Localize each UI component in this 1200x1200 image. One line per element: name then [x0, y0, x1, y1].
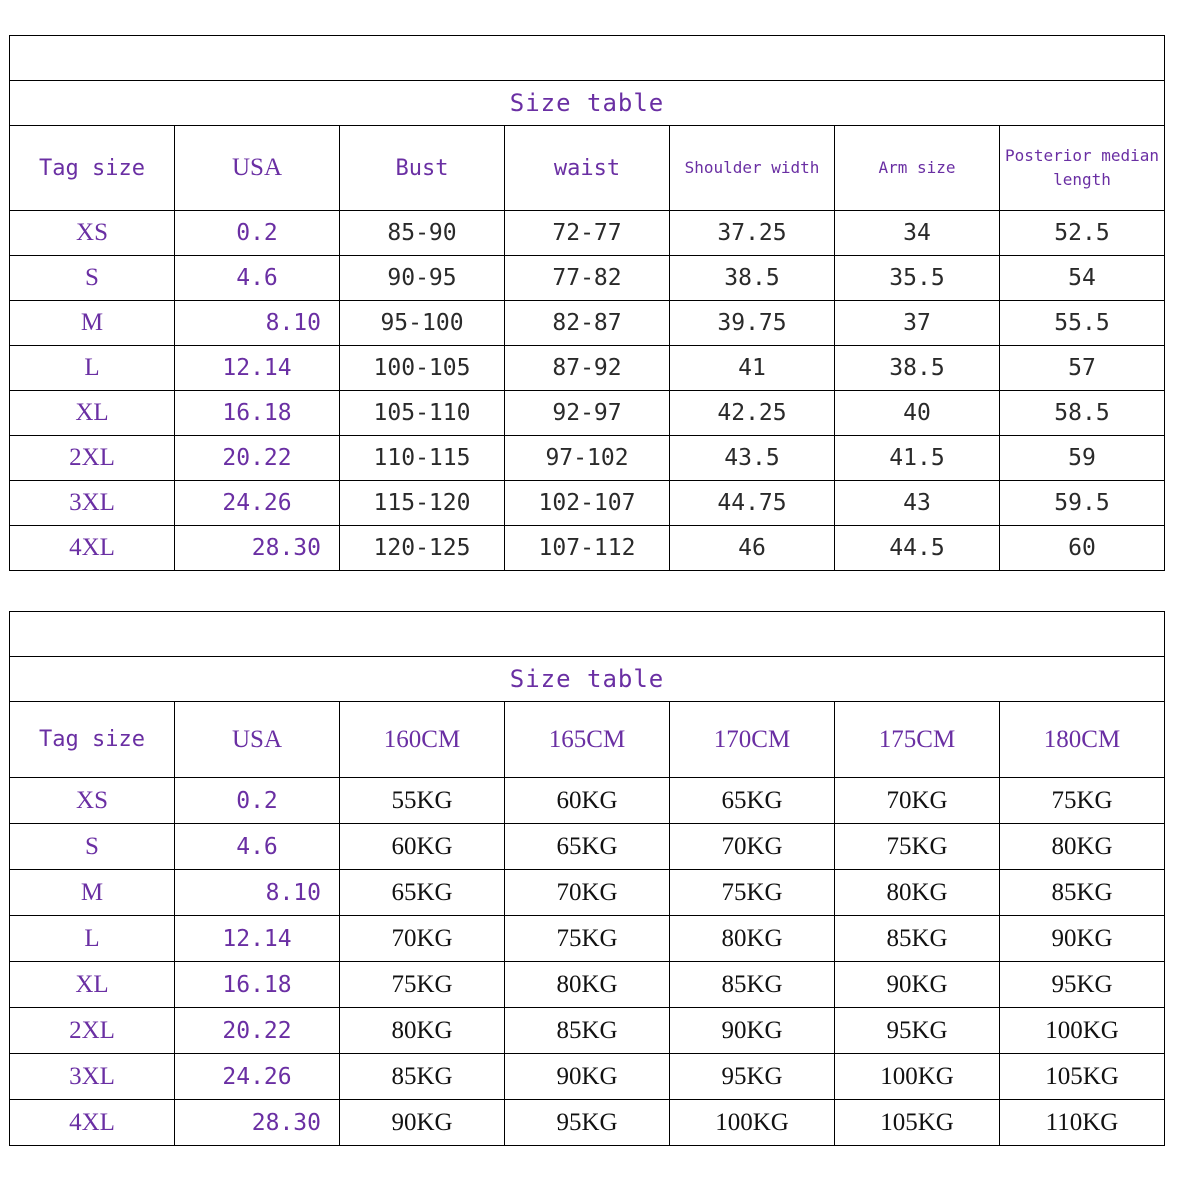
- table-row: [10, 1100, 1165, 1146]
- arm-cell: 43: [835, 481, 1000, 526]
- table-header-row: [10, 126, 1165, 211]
- tag-size-cell: M: [10, 301, 175, 346]
- waist-cell: 102-107: [505, 481, 670, 526]
- header-165cm: 165CM: [505, 702, 670, 778]
- header-175cm: 175CM: [835, 702, 1000, 778]
- waist-cell: 72-77: [505, 211, 670, 256]
- tag-size-cell: L: [10, 916, 175, 962]
- table-row: [10, 256, 1165, 301]
- weight-cell: 100KG: [1000, 1008, 1165, 1054]
- weight-cell: 110KG: [1000, 1100, 1165, 1146]
- weight-cell: 80KG: [505, 962, 670, 1008]
- table-row: [10, 1008, 1165, 1054]
- table-title: Size table: [10, 657, 1165, 702]
- weight-cell: 80KG: [1000, 824, 1165, 870]
- table-row: [10, 526, 1165, 571]
- header-waist: waist: [505, 126, 670, 211]
- table-blank-row: [10, 36, 1165, 81]
- weight-cell: 105KG: [1000, 1054, 1165, 1100]
- waist-cell: 77-82: [505, 256, 670, 301]
- table-row: [10, 481, 1165, 526]
- tag-size-cell: XL: [10, 391, 175, 436]
- waist-cell: 107-112: [505, 526, 670, 571]
- weight-cell: 95KG: [670, 1054, 835, 1100]
- weight-cell: 75KG: [505, 916, 670, 962]
- weight-cell: 60KG: [505, 778, 670, 824]
- shoulder-cell: 42.25: [670, 391, 835, 436]
- table-row: [10, 916, 1165, 962]
- weight-cell: 65KG: [505, 824, 670, 870]
- tag-size-cell: S: [10, 824, 175, 870]
- waist-cell: 92-97: [505, 391, 670, 436]
- tag-size-cell: 2XL: [10, 1008, 175, 1054]
- usa-cell: 24.26: [175, 1054, 340, 1100]
- bust-cell: 95-100: [340, 301, 505, 346]
- bust-cell: 105-110: [340, 391, 505, 436]
- weight-cell: 65KG: [340, 870, 505, 916]
- size-table-measurements: [9, 35, 1165, 571]
- shoulder-cell: 41: [670, 346, 835, 391]
- length-cell: 52.5: [1000, 211, 1165, 256]
- usa-cell: 12.14: [175, 346, 340, 391]
- table-blank-row: [10, 612, 1165, 657]
- shoulder-cell: 37.25: [670, 211, 835, 256]
- weight-cell: 85KG: [835, 916, 1000, 962]
- header-shoulder-width: Shoulder width: [670, 126, 835, 211]
- arm-cell: 40: [835, 391, 1000, 436]
- weight-cell: 90KG: [340, 1100, 505, 1146]
- tag-size-cell: 3XL: [10, 1054, 175, 1100]
- weight-cell: 90KG: [670, 1008, 835, 1054]
- bust-cell: 120-125: [340, 526, 505, 571]
- usa-cell: 12.14: [175, 916, 340, 962]
- header-180cm: 180CM: [1000, 702, 1165, 778]
- arm-cell: 41.5: [835, 436, 1000, 481]
- weight-cell: 105KG: [835, 1100, 1000, 1146]
- weight-cell: 80KG: [340, 1008, 505, 1054]
- usa-cell: 20.22: [175, 1008, 340, 1054]
- weight-cell: 100KG: [835, 1054, 1000, 1100]
- arm-cell: 34: [835, 211, 1000, 256]
- table-title-row: [10, 81, 1165, 126]
- weight-cell: 90KG: [835, 962, 1000, 1008]
- weight-cell: 85KG: [505, 1008, 670, 1054]
- length-cell: 60: [1000, 526, 1165, 571]
- weight-cell: 60KG: [340, 824, 505, 870]
- header-usa: USA: [175, 702, 340, 778]
- weight-cell: 75KG: [1000, 778, 1165, 824]
- blank-cell: [10, 612, 1165, 657]
- weight-cell: 55KG: [340, 778, 505, 824]
- usa-cell: 16.18: [175, 391, 340, 436]
- table-row: [10, 962, 1165, 1008]
- shoulder-cell: 44.75: [670, 481, 835, 526]
- shoulder-cell: 43.5: [670, 436, 835, 481]
- weight-cell: 85KG: [340, 1054, 505, 1100]
- weight-cell: 95KG: [505, 1100, 670, 1146]
- header-tag-size: Tag size: [10, 702, 175, 778]
- weight-cell: 90KG: [1000, 916, 1165, 962]
- weight-cell: 70KG: [670, 824, 835, 870]
- header-bust: Bust: [340, 126, 505, 211]
- tag-size-cell: 4XL: [10, 1100, 175, 1146]
- tag-size-cell: L: [10, 346, 175, 391]
- length-cell: 59.5: [1000, 481, 1165, 526]
- weight-cell: 90KG: [505, 1054, 670, 1100]
- bust-cell: 110-115: [340, 436, 505, 481]
- arm-cell: 37: [835, 301, 1000, 346]
- usa-cell: 20.22: [175, 436, 340, 481]
- tag-size-cell: 4XL: [10, 526, 175, 571]
- waist-cell: 87-92: [505, 346, 670, 391]
- length-cell: 55.5: [1000, 301, 1165, 346]
- arm-cell: 44.5: [835, 526, 1000, 571]
- header-arm-size: Arm size: [835, 126, 1000, 211]
- header-170cm: 170CM: [670, 702, 835, 778]
- tag-size-cell: 2XL: [10, 436, 175, 481]
- weight-cell: 75KG: [835, 824, 1000, 870]
- shoulder-cell: 46: [670, 526, 835, 571]
- weight-cell: 95KG: [1000, 962, 1165, 1008]
- usa-cell: 4.6: [175, 256, 340, 301]
- weight-cell: 80KG: [835, 870, 1000, 916]
- bust-cell: 85-90: [340, 211, 505, 256]
- length-cell: 58.5: [1000, 391, 1165, 436]
- usa-cell: 28.30: [175, 1100, 340, 1146]
- table-row: [10, 391, 1165, 436]
- table-row: [10, 870, 1165, 916]
- usa-cell: 16.18: [175, 962, 340, 1008]
- weight-cell: 75KG: [340, 962, 505, 1008]
- shoulder-cell: 39.75: [670, 301, 835, 346]
- tag-size-cell: M: [10, 870, 175, 916]
- table-row: [10, 436, 1165, 481]
- usa-cell: 4.6: [175, 824, 340, 870]
- weight-cell: 85KG: [1000, 870, 1165, 916]
- bust-cell: 100-105: [340, 346, 505, 391]
- weight-cell: 70KG: [340, 916, 505, 962]
- size-table-height-weight: [9, 611, 1165, 1146]
- weight-cell: 85KG: [670, 962, 835, 1008]
- header-posterior-median-length: Posterior median length: [1000, 126, 1165, 211]
- table-header-row: [10, 702, 1165, 778]
- shoulder-cell: 38.5: [670, 256, 835, 301]
- table-row: [10, 301, 1165, 346]
- table-title: Size table: [10, 81, 1165, 126]
- table-row: [10, 824, 1165, 870]
- waist-cell: 97-102: [505, 436, 670, 481]
- length-cell: 54: [1000, 256, 1165, 301]
- usa-cell: 28.30: [175, 526, 340, 571]
- blank-cell: [10, 36, 1165, 81]
- weight-cell: 95KG: [835, 1008, 1000, 1054]
- header-160cm: 160CM: [340, 702, 505, 778]
- tag-size-cell: 3XL: [10, 481, 175, 526]
- table-row: [10, 778, 1165, 824]
- tag-size-cell: S: [10, 256, 175, 301]
- waist-cell: 82-87: [505, 301, 670, 346]
- length-cell: 57: [1000, 346, 1165, 391]
- usa-cell: 8.10: [175, 301, 340, 346]
- tag-size-cell: XS: [10, 778, 175, 824]
- bust-cell: 115-120: [340, 481, 505, 526]
- tag-size-cell: XS: [10, 211, 175, 256]
- weight-cell: 75KG: [670, 870, 835, 916]
- arm-cell: 38.5: [835, 346, 1000, 391]
- usa-cell: 0.2: [175, 778, 340, 824]
- weight-cell: 65KG: [670, 778, 835, 824]
- weight-cell: 70KG: [835, 778, 1000, 824]
- header-tag-size: Tag size: [10, 126, 175, 211]
- usa-cell: 0.2: [175, 211, 340, 256]
- weight-cell: 70KG: [505, 870, 670, 916]
- weight-cell: 100KG: [670, 1100, 835, 1146]
- usa-cell: 8.10: [175, 870, 340, 916]
- table-row: [10, 211, 1165, 256]
- weight-cell: 80KG: [670, 916, 835, 962]
- tag-size-cell: XL: [10, 962, 175, 1008]
- usa-cell: 24.26: [175, 481, 340, 526]
- bust-cell: 90-95: [340, 256, 505, 301]
- table-row: [10, 1054, 1165, 1100]
- arm-cell: 35.5: [835, 256, 1000, 301]
- length-cell: 59: [1000, 436, 1165, 481]
- table-row: [10, 346, 1165, 391]
- table-title-row: [10, 657, 1165, 702]
- header-usa: USA: [175, 126, 340, 211]
